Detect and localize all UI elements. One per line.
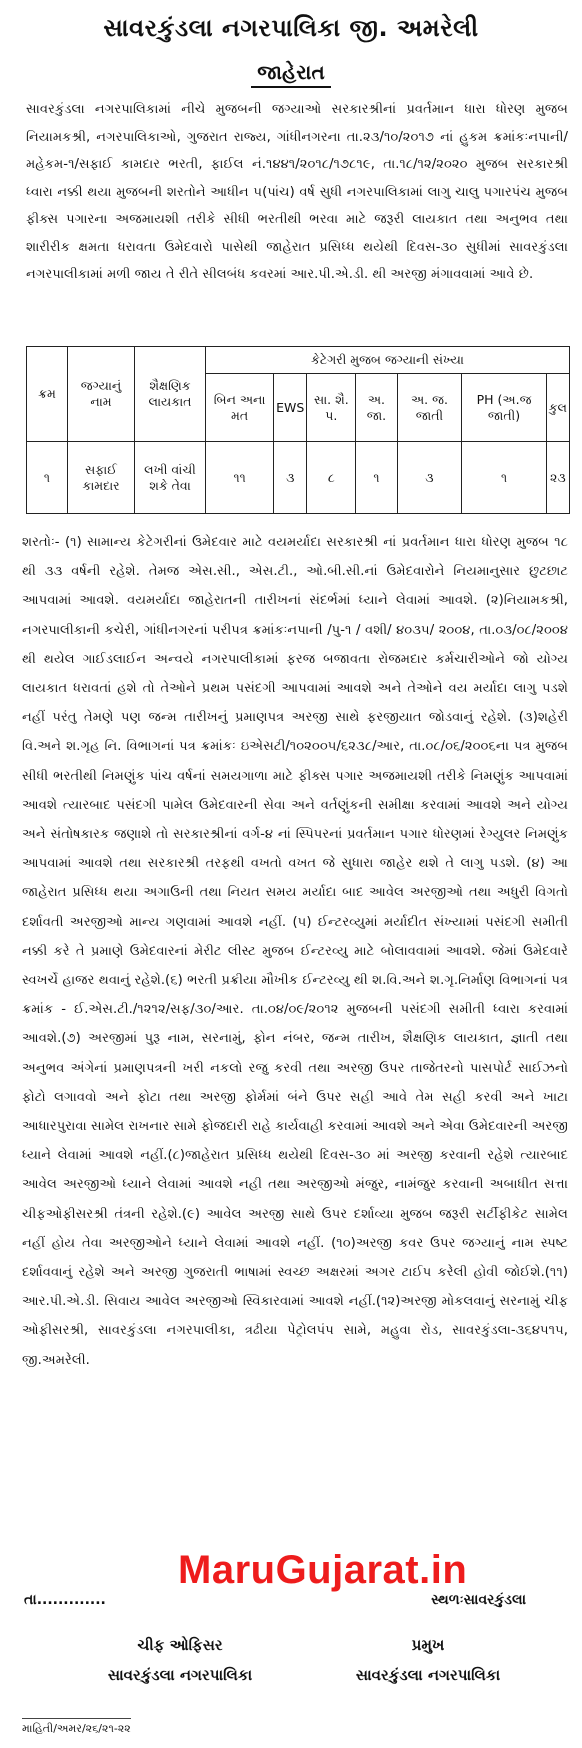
conditions-paragraph: શરતોઃ- (૧) સામાન્ય કેટેગરીનાં ઉમેદવાર માટે વયમર્યાદા સરકારશ્રી નાં પ્રવર્તમાન ધારા ધોરણ મુજબ ૧૮ થી ૩૩ વર્ષની રહેશે. તેમજ એસ.સી., એસ.ટી., ઓ.બી.સી.નાં ઉમેદવારોને નિયમાનુસાર છુટછાટ આપવામાં આવશે. વયમર્યાદા જાહેરાતની તારીખનાં સંદર્ભમાં ધ્યાને લેવામાં આવશે. (૨)નિયામકશ્રી, નગરપાલીકાની કચેરી, ગાંધીનગરનાં પરીપત્ર ક્રમાંકઃનપાની /પુ-૧ / વશી/ ૪૦૩૫/ ૨૦૦૪, તા.૦૩/૦૮/૨૦૦૪ થી થયેલ ગાઈડલાઈન અન્વયે નગરપાલીકામાં ફરજ બજાવતા રોજમદાર કર્મચારીઓને જો યોગ્ય લાયકાત ધરાવતાં હશે તો તેઓને પ્રથમ પસંદગી આપવામાં આવશે અને તેઓને વય મર્યાદા લાગુ પડશે નહીં પરંતુ તેમણે પણ જન્મ તારીખનું પ્રમાણપત્ર અરજી સાથે ફરજીયાત જોડવાનું રહેશે. (૩)શહેરી વિ.અને શ.ગૃહ નિ. વિભાગનાં પત્ર ક્રમાંકઃ ઇએસટી/૧૦૨૦૦૫/૬૨૩૮/આર, તા.૦૮/૦૬/૨૦૦૬ના પત્ર મુજબ સીધી ભરતીથી નિમણુંક પાંચ વર્ષનાં સમયગાળા માટે ફીક્સ પગાર અજમાયશી તરીકે નિમણુંક આપવામાં આવશે ત્યારબાદ પસંદગી પામેલ ઉમેદવારની સેવા અને વર્તણુંકની સમીક્ષા કરવામાં આવશે અને યોગ્ય અને સંતોષકારક જણાશે તો સરકારશ્રીનાં વર્ગ-૪ નાં સ્પિપરનાં પ્રવર્તમાન પગાર ધોરણમાં રેગ્યુલર નિમણુંક આપવામાં આવશે તથા સરકારશ્રી તરફથી વખતો વખત જે સુધારા જાહેર થશે તે લાગુ પડશે. (૪) આ જાહેરાત પ્રસિધ્ધ થયા અગાઉની તથા નિયત સમય મર્યાદા બાદ આવેલ અરજીઓ તથા અધુરી વિગતો દર્શાવતી અરજીઓ માન્ય ગણવામાં આવશે નહીં. (૫) ઈન્ટરવ્યુમાં મર્યાદીત સંખ્યામાં પસંદગી સમીતી નક્કી કરે તે પ્રમાણે ઉમેદવારનાં મેરીટ લીસ્ટ મુજબ ઈન્ટરવ્યુ માટે બોલાવવામાં આવશે. જેમાં ઉમેદવારે સ્વખર્ચે હાજર થવાનું રહેશે.(૬) ભરતી પ્રક્રીયા મૌખીક ઈન્ટરવ્યુ થી શ.વિ.અને શ.ગૃ.નિર્માણ વિભાગનાં પત્ર ક્રમાંક - ઈ.એસ.ટી./૧૨૧૨/સફ/૩૦/આર. તા.૦૪/૦૯/૨૦૧૨ મુજબની પસંદગી સમીતી ધ્વારા કરવામાં આવશે.(૭) અરજીમાં પુરૂ નામ, સરનામું, ફોન નંબર, જન્મ તારીખ, શૈક્ષણિક લાયકાત, જ્ઞાતી તથા અનુભવ અંગેનાં પ્રમાણપત્રની ખરી નકલો રજુ કરવી તથા અરજી ઉપર તાજેતરનો પાસપોર્ટ સાઈઝનો ફોટો લગાવવો અને ફોટા તથા અરજી ફોર્મમાં બંને ઉપર સહી આવે તેમ સહી કરવી અને ખાટા આધારપુરાવા સામેલ રાખનાર સામે ફોજદારી રાહે કાર્યવાહી કરવામાં આવશે અને એવા ઉમેદવારની અરજી ધ્યાને લેવામાં આવશે નહીં.(૮)જાહેરાત પ્રસિધ્ધ થયેથી દિવસ-૩૦ માં અરજી કરવાની રહેશે ત્યારબાદ આવેલ અરજીઓ ધ્યાને લેવામાં આવશે નહી તથા અરજીઓ મંજુર, નામંજુર કરવાની અબાધીત સત્તા ચીફઓફીસરશ્રી તંત્રની રહેશે.(૯) આવેલ અરજી સાથે ઉપર દર્શાવ્યા મુજબ જરૂરી સર્ટીફીકેટ સામેલ નહીં હોય તેવા અરજીઓને ધ્યાને લેવામાં આવશે નહીં. (૧૦)અરજી કવર ઉપર જગ્યાનું નામ સ્પષ્ટ દર્શાવવાનું રહેશે અને અરજી ગુજરાતી ભાષામાં સ્વચ્છ અક્ષરમાં અગર ટાઈપ કરેલી હોવી જોઈશે.(૧૧) આર.પી.એ.ડી. સિવાય આવેલ અરજીઓ સ્વિકારવામાં આવશે નહીં.(૧૨)અરજી મોકલવાનું સરનામું ચીફ ઓફીસરશ્રી, સાવરકુંડલા નગરપાલીકા, ત્રઢીયા પેટ્રોલપંપ સામે, મહુવા રોડ, સાવરકુંડલા-૩૬૪૫૧૫, જી.અમરેલી. [22,535,568,1368]
date-line: તા............. [24,1592,106,1608]
table-row [27,442,570,514]
header-sebc: સા. શૈ. પ. [307,374,356,442]
cell-ews: ૩ [274,442,307,514]
cell-qualification: લખી વાંચી શકે તેવા [135,442,206,514]
cell-sc: ૧ [356,442,397,514]
cell-total: ૨૩ [546,442,569,514]
cell-general: ૧૧ [206,442,274,514]
page-subtitle [0,60,582,84]
signature-chief-officer [70,1630,290,1690]
watermark-text: MaruGujarat.in [178,1548,468,1592]
subtitle-text: જાહેરાત [251,60,330,88]
header-general: બિન અના મત [206,374,274,442]
cell-ph: ૧ [462,442,546,514]
cell-sebc: ૮ [307,442,356,514]
header-sr: ક્રમ [27,347,68,442]
table-header-row [27,347,570,374]
president-org: સાવરકુંડલા નગરપાલિકા [355,1666,501,1684]
header-st: અ. જ. જાતી [397,374,462,442]
president-title: પ્રમુખ [411,1636,445,1654]
cell-st: ૩ [397,442,462,514]
chief-officer-org: સાવરકુંડલા નગરપાલિકા [107,1666,253,1684]
cell-post: સફાઈ કામદાર [68,442,135,514]
header-qualification: શૈક્ષણિક લાયકાત [135,347,206,442]
intro-paragraph: સાવરકુંડલા નગરપાલિકામાં નીચે મુજબની જગ્યાઓ સરકારશ્રીનાં પ્રવર્તમાન ધારા ધોરણ મુજબ નિયામકશ્રી, નગરપાલિકાઓ, ગુજરાત રાજ્ય, ગાંધીનગરના તા.૨૩/૧૦/૨૦૧૭ નાં હુકમ ક્રમાંકઃનપાની/ મહેકમ-૧/સફાઈ કામદાર ભરતી, ફાઈલ નં.૧૪૪૧/૨૦૧૮/૧૭૮૧૯, તા.૧૮/૧૨/૨૦૨૦ મુજબ સરકારશ્રી ધ્વારા નક્કી થયા મુજબની શરતોને આધીન ૫(પાંચ) વર્ષ સુધી નગરપાલિકામાં લાગુ ચાલુ પગારપંચ મુજબ ફીક્સ પગારના અજમાયશી તરીકે સીધી ભરતીથી ભરવા માટે જરૂરી લાયકાત તથા અનુભવ તથા શારીરીક ક્ષમતા ધરાવતા ઉમેદવારો પાસેથી જાહેરાત પ્રસિધ્ધ થયેથી દિવસ-૩૦ સુધીમાં સાવરકુંડલા નગરપાલીકામાં મળી જાય તે રીતે સીલબંધ કવરમાં આર.પી.એ.ડી. થી અરજી મંગાવવામાં આવે છે. [26,102,568,282]
header-post: જગ્યાનું નામ [68,347,135,442]
reference-number: માહિતી/અમર/૨૬/૨૧-૨૨ [22,1718,131,1736]
header-sc: અ. જા. [356,374,397,442]
header-ph: PH (અ.જ જાતી) [462,374,546,442]
vacancy-table [26,346,570,514]
header-total: કુલ [546,374,569,442]
vacancy-table-wrap [26,346,570,514]
header-ews: EWS [274,374,307,442]
page-title: સાવરકુંડલા નગરપાલિકા જી. અમરેલી [103,14,479,42]
header-category-group: કેટેગરી મુજબ જગ્યાની સંખ્યા [206,347,570,374]
chief-officer-title: ચીફ ઓફિસર [137,1636,223,1654]
place-line: સ્થળઃસાવરકુંડલા [431,1592,526,1608]
signature-president [318,1630,538,1690]
cell-sr: ૧ [27,442,68,514]
